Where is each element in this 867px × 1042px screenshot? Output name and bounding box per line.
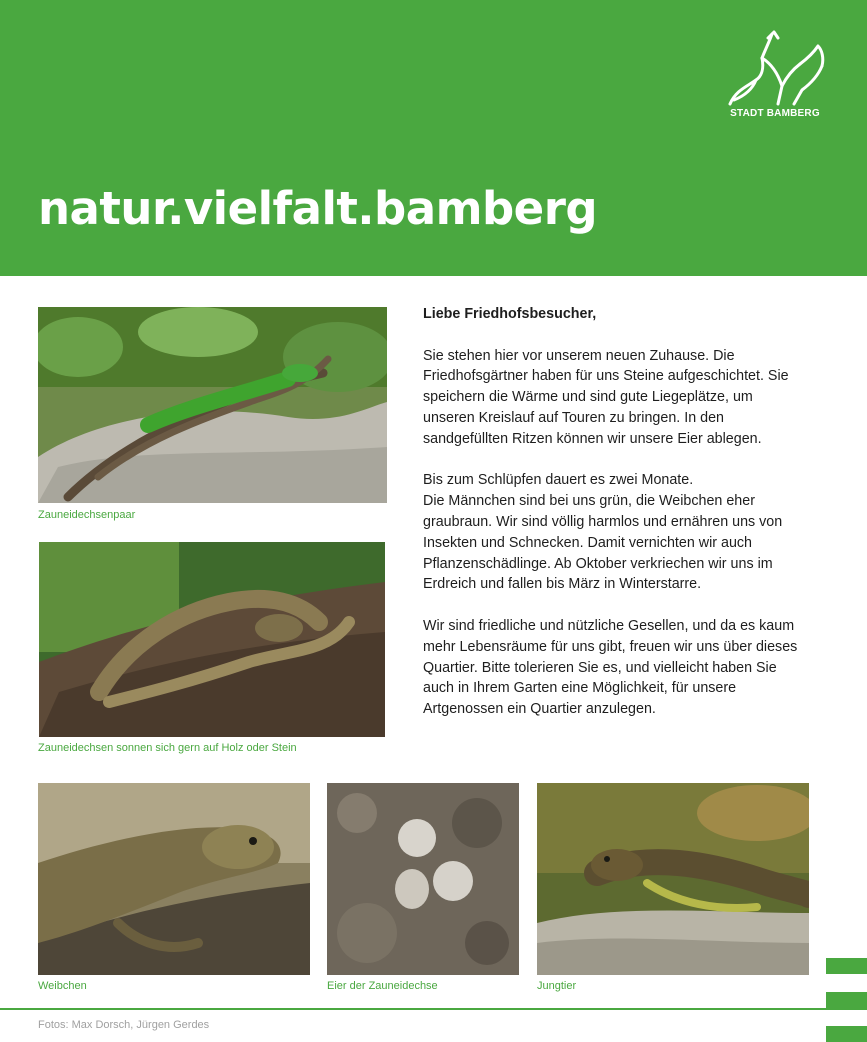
- caption-juvenile: Jungtier: [537, 980, 577, 992]
- paragraph-request: Wir sind friedliche und nützliche Gesellen, und da es kaum mehr Lebensräume für uns gibt, freuen wir uns über dieses Quartier. Bitte tolerieren Sie es, und vielleicht haben Sie auch in Ihrem Garten eine Möglichkeit, für unsere Artgenossen ein Quartier anzulegen.: [423, 617, 798, 718]
- photo-lizard-pair: [38, 307, 387, 503]
- letter-text: [423, 304, 808, 741]
- edge-tab: [826, 992, 867, 1008]
- photo-lizards-sunning: [39, 542, 385, 737]
- rider-horse-icon: [722, 30, 832, 110]
- photo-juvenile: [537, 783, 809, 975]
- page-title: natur.vielfalt.bamberg: [38, 182, 598, 235]
- photo-eggs: [327, 783, 519, 975]
- caption-eggs: Eier der Zauneidechse: [327, 980, 438, 992]
- paragraph-appearance: Die Männchen sind bei uns grün, die Weibchen eher graubraun. Wir sind völlig harmlos und ernähren uns von Insekten und Schnecken. Damit vernichten wir auch Pflanzenschädlinge. Ab Oktober verkriechen wir uns im Erdreich und fallen bis März in Winterstarre.: [423, 493, 783, 593]
- edge-tab: [826, 958, 867, 974]
- greeting: Liebe Friedhofsbesucher,: [423, 306, 597, 322]
- logo-label: STADT BAMBERG: [730, 108, 820, 119]
- footer-divider: [0, 1008, 867, 1010]
- caption-pair: Zauneidechsenpaar: [38, 509, 136, 521]
- photo-female: [38, 783, 310, 975]
- paragraph-hatching: Bis zum Schlüpfen dauert es zwei Monate.: [423, 472, 694, 489]
- paragraph-home: Sie stehen hier vor unserem neuen Zuhause. Die Friedhofsgärtner haben für uns Steine aufgeschichtet. Sie speichern die Wärme und sind gute Liegeplätze, um unseren Kreislauf auf Touren zu bringen. In den sandgefüllten Ritzen können wir unsere Eier ablegen.: [423, 347, 789, 447]
- photo-credit: Fotos: Max Dorsch, Jürgen Gerdes: [38, 1019, 210, 1031]
- caption-sunning: Zauneidechsen sonnen sich gern auf Holz oder Stein: [38, 742, 297, 754]
- stadt-bamberg-logo: [722, 30, 832, 122]
- edge-tab: [826, 1026, 867, 1042]
- caption-female: Weibchen: [38, 980, 87, 992]
- header-banner: [0, 0, 867, 276]
